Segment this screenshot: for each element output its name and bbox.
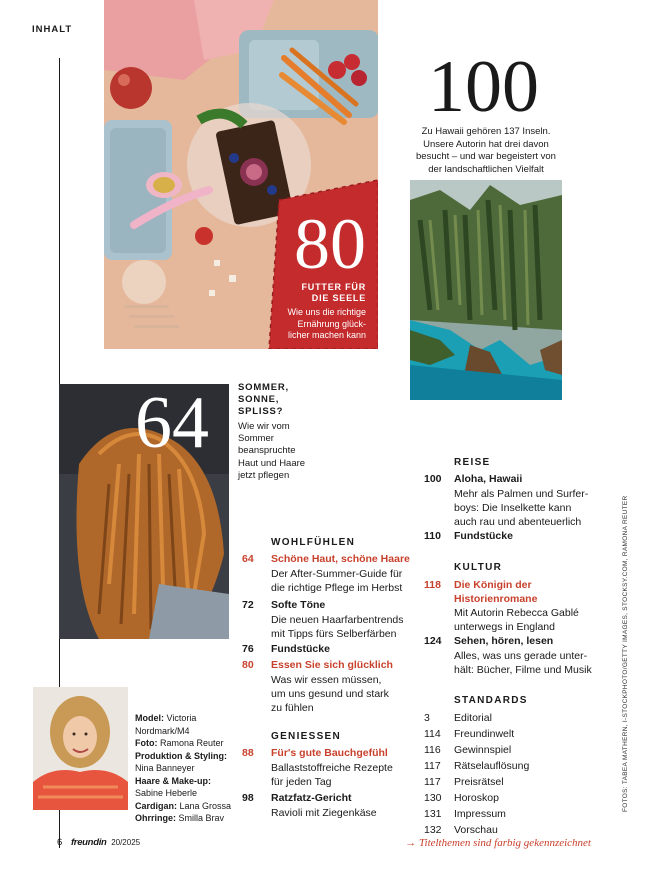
model-portrait bbox=[33, 687, 128, 810]
toc-desc bbox=[271, 761, 393, 789]
credit-label: Ohrringe: bbox=[135, 813, 177, 823]
toc-title-line: Historienromane bbox=[454, 593, 538, 605]
toc-page-number: 100 bbox=[424, 473, 442, 485]
toc-page-number: 64 bbox=[242, 553, 254, 565]
standards-item[interactable] bbox=[424, 774, 604, 790]
credit-value: Victoria bbox=[166, 713, 197, 723]
toc-title: Horoskop bbox=[454, 792, 499, 804]
toc-desc-line: unterwegs in England bbox=[454, 621, 555, 633]
toc-title: Vorschau bbox=[454, 824, 498, 836]
teaser-64-text-line: Sommer bbox=[238, 433, 274, 445]
photo-credits bbox=[135, 712, 231, 825]
footer-folio bbox=[57, 837, 140, 848]
portrait-illustration bbox=[33, 687, 128, 810]
toc-desc bbox=[271, 806, 377, 820]
food-photo bbox=[104, 0, 378, 349]
toc-desc-line: Ballaststoffreiche Rezepte bbox=[271, 762, 393, 774]
credit-value: Nina Banneyer bbox=[135, 763, 195, 773]
toc-title bbox=[454, 578, 537, 606]
section-heading-kultur: KULTUR bbox=[454, 562, 503, 573]
toc-title: Fundstücke bbox=[454, 530, 513, 542]
toc-title: Sehen, hören, lesen bbox=[454, 635, 554, 647]
standards-item[interactable] bbox=[424, 822, 604, 838]
toc-page-number: 98 bbox=[242, 792, 254, 804]
section-heading-geniessen: GENIESSEN bbox=[271, 731, 342, 742]
credit-line bbox=[135, 812, 231, 825]
toc-desc-line: Der After-Summer-Guide für bbox=[271, 568, 403, 580]
teaser-80-text bbox=[287, 307, 366, 342]
toc-desc bbox=[271, 567, 402, 595]
teaser-100-text bbox=[408, 126, 564, 176]
toc-title: Für's gute Bauchgefühl bbox=[271, 747, 388, 759]
teaser-80-text-line: licher machen kann bbox=[287, 330, 366, 341]
toc-page-number: 118 bbox=[424, 579, 441, 591]
toc-desc-line: für jeden Tag bbox=[271, 776, 332, 788]
teaser-100-text-line: besucht – und war begeistert von bbox=[416, 151, 556, 162]
toc-page-number: 110 bbox=[424, 530, 441, 542]
teaser-80-number: 80 bbox=[294, 204, 366, 284]
toc-desc-line: die richtige Pflege im Herbst bbox=[271, 582, 403, 594]
teaser-80-title-line: DIE SEELE bbox=[311, 293, 366, 304]
teaser-100-text-line: der landschaftlichen Vielfalt bbox=[428, 163, 544, 175]
toc-desc bbox=[454, 649, 592, 677]
toc-title: Editorial bbox=[454, 712, 492, 724]
credit-label bbox=[135, 775, 231, 788]
teaser-80-title bbox=[302, 282, 367, 305]
toc-title: Freundinwelt bbox=[454, 728, 515, 740]
teaser-64-title bbox=[238, 382, 289, 418]
credit-value: Nordmark/M4 bbox=[135, 725, 190, 736]
credit-value: Ramona Reuter bbox=[160, 738, 224, 748]
toc-page-number: 72 bbox=[242, 599, 254, 611]
teaser-64-title-line: SOMMER, bbox=[238, 382, 289, 393]
toc-desc bbox=[271, 673, 389, 715]
credit-value: Sabine Heberle bbox=[135, 788, 198, 798]
page-number: 6 bbox=[57, 837, 63, 848]
standards-item[interactable] bbox=[424, 806, 604, 822]
teaser-80-text-line: Ernährung glück- bbox=[297, 318, 366, 329]
teaser-100-text-line: Zu Hawaii gehören 137 Inseln. bbox=[421, 126, 551, 137]
toc-page-number: 117 bbox=[424, 776, 441, 788]
credit-label bbox=[135, 750, 231, 763]
toc-title: Impressum bbox=[454, 808, 506, 820]
teaser-100-number: 100 bbox=[428, 46, 539, 128]
toc-page-number: 132 bbox=[424, 824, 442, 836]
toc-desc bbox=[454, 487, 588, 529]
toc-desc-line: boys: Die Inselkette kann bbox=[454, 502, 572, 514]
teaser-64-text-line: Haut und Haare bbox=[238, 457, 306, 469]
toc-title: Essen Sie sich glücklich bbox=[271, 659, 393, 671]
toc-title: Preisrätsel bbox=[454, 776, 504, 788]
toc-page-number: 3 bbox=[424, 712, 430, 724]
toc-title: Softe Töne bbox=[271, 599, 326, 611]
toc-desc-line: zu fühlen bbox=[271, 702, 314, 714]
credit-label: Cardigan: bbox=[135, 800, 178, 811]
teaser-64-text bbox=[238, 421, 305, 482]
toc-desc-line: um uns gesund und stark bbox=[271, 688, 389, 700]
toc-title: Ratzfatz-Gericht bbox=[271, 792, 352, 804]
standards-item[interactable] bbox=[424, 726, 604, 742]
toc-desc-line: Alles, was uns gerade unter- bbox=[454, 650, 588, 662]
teaser-100-text-line: Unsere Autorin hat drei davon bbox=[423, 138, 549, 150]
toc-title: Gewinnspiel bbox=[454, 744, 512, 756]
toc-page-number: 76 bbox=[242, 643, 254, 655]
credit-label-text: Haare & Make-up: bbox=[135, 775, 212, 786]
toc-title-line: Die Königin der bbox=[454, 579, 532, 591]
toc-desc-line: Ravioli mit Ziegenkäse bbox=[271, 807, 377, 819]
toc-desc-line: auch rau und abenteuerlich bbox=[454, 516, 582, 528]
toc-title: Aloha, Hawaii bbox=[454, 473, 523, 485]
credit-line bbox=[135, 737, 231, 750]
section-heading-wohlfuehlen: WOHLFÜHLEN bbox=[271, 537, 356, 548]
toc-page-number: 80 bbox=[242, 659, 254, 671]
teaser-80-title-line: FUTTER FÜR bbox=[301, 282, 366, 292]
credit-label: Model: bbox=[135, 713, 164, 723]
toc-desc-line: Mit Autorin Rebecca Gablé bbox=[454, 607, 579, 619]
toc-page-number: 124 bbox=[424, 635, 442, 647]
toc-desc bbox=[271, 613, 404, 641]
toc-desc-line: mit Tipps fürs Selberfärben bbox=[271, 628, 397, 640]
teaser-64-title-line: SONNE, bbox=[238, 394, 280, 405]
credit-value: Lana Grossa bbox=[179, 800, 232, 811]
toc-title: Fundstücke bbox=[271, 643, 330, 655]
credit-line bbox=[135, 712, 231, 725]
toc-page-number: 88 bbox=[242, 747, 254, 759]
teaser-64-text-line: Wie wir vom bbox=[238, 421, 290, 432]
toc-title: Rätselauflösung bbox=[454, 760, 530, 772]
footer-note: → Titelthemen sind farbig gekennzeichnet bbox=[405, 837, 591, 849]
section-heading-reise: REISE bbox=[454, 457, 491, 468]
toc-desc-line: Was wir essen müssen, bbox=[271, 674, 382, 686]
toc-page-number: 114 bbox=[424, 728, 441, 740]
teaser-80-text-line: Wie uns die richtige bbox=[287, 307, 366, 317]
brand-logo: freundin bbox=[70, 837, 107, 848]
teaser-64-text-line: jetzt pflegen bbox=[238, 469, 290, 481]
toc-title: Schöne Haut, schöne Haare bbox=[271, 553, 410, 565]
credit-line bbox=[135, 800, 231, 813]
standards-item[interactable] bbox=[424, 742, 604, 758]
hawaii-illustration bbox=[410, 180, 562, 400]
teaser-64-title-line: SPLISS? bbox=[238, 406, 284, 417]
toc-page-number: 116 bbox=[424, 744, 441, 756]
issue-number: 20/2025 bbox=[111, 838, 141, 847]
standards-item[interactable] bbox=[424, 758, 604, 774]
hair-photo bbox=[59, 384, 229, 639]
toc-desc bbox=[454, 606, 579, 634]
toc-desc-line: Die neuen Haarfarbentrends bbox=[271, 614, 404, 626]
credit-label: Foto: bbox=[135, 738, 158, 748]
photo-credit-vertical: FOTOS: TABEA MATHERN, I-STOCKPHOTO/GETTY IMAGES, STOCKSY.COM, RAMONA REUTER bbox=[622, 495, 629, 812]
teaser-64-text-line: beanspruchte bbox=[238, 445, 296, 457]
standards-item[interactable] bbox=[424, 790, 604, 806]
standards-item[interactable] bbox=[424, 710, 604, 726]
section-heading-standards: STANDARDS bbox=[454, 695, 528, 706]
hawaii-photo bbox=[410, 180, 562, 400]
teaser-64-number: 64 bbox=[135, 384, 209, 464]
section-label: INHALT bbox=[32, 24, 73, 35]
toc-desc-line: Mehr als Palmen und Surfer- bbox=[454, 488, 589, 500]
toc-page-number: 117 bbox=[424, 760, 441, 772]
credit-value: Smilla Brav bbox=[178, 813, 225, 823]
toc-desc-line: hält: Bücher, Filme und Musik bbox=[454, 664, 592, 676]
toc-page-number: 130 bbox=[424, 792, 442, 804]
toc-page-number: 131 bbox=[424, 808, 442, 820]
credit-label-text: Produktion & Styling: bbox=[135, 750, 227, 761]
